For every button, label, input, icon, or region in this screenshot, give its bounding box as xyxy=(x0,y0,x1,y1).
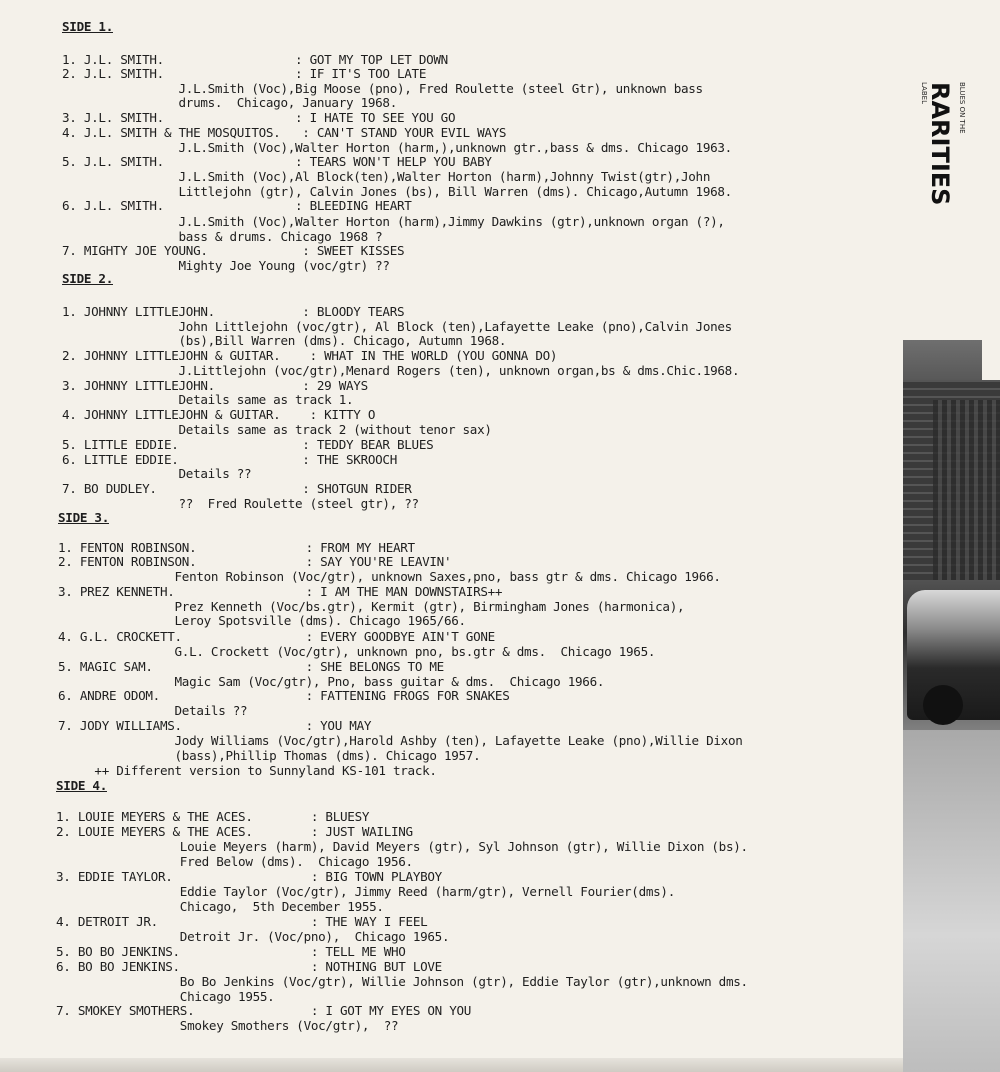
track-line: 6. J.L. SMITH. : BLEEDING HEART xyxy=(62,198,412,213)
track-line: J.L.Smith (Voc),Big Moose (pno), Fred Roulette (steel Gtr), unknown bass xyxy=(62,81,703,96)
track-line: 7. BO DUDLEY. : SHOTGUN RIDER xyxy=(62,481,412,496)
rarities-logo-graphic xyxy=(922,78,968,208)
track-line: Jody Williams (Voc/gtr),Harold Ashby (ten), Lafayette Leake (pno),Willie Dixon xyxy=(58,733,743,748)
track-line: (bass),Phillip Thomas (dms). Chicago 1957. xyxy=(58,748,481,763)
track-line: 5. BO BO JENKINS. : TELL ME WHO xyxy=(56,944,406,959)
track-line: Smokey Smothers (Voc/gtr), ?? xyxy=(56,1018,399,1033)
photo-building-windows xyxy=(933,400,1000,580)
track-line: Fenton Robinson (Voc/gtr), unknown Saxes,pno, bass gtr & dms. Chicago 1966. xyxy=(58,569,721,584)
track-line: Prez Kenneth (Voc/bs.gtr), Kermit (gtr), Birmingham Jones (harmonica), xyxy=(58,599,685,614)
logo-label-text: LABEL xyxy=(920,82,928,104)
track-line: 4. DETROIT JR. : THE WAY I FEEL xyxy=(56,914,428,929)
track-line: 5. J.L. SMITH. : TEARS WON'T HELP YOU BABY xyxy=(62,154,492,169)
track-line: J.L.Smith (Voc),Al Block(ten),Walter Horton (harm),Johnny Twist(gtr),John xyxy=(62,169,711,184)
side-heading: SIDE 2. xyxy=(62,271,113,286)
track-line: 3. JOHNNY LITTLEJOHN. : 29 WAYS xyxy=(62,378,368,393)
track-line: 7. MIGHTY JOE YOUNG. : SWEET KISSES xyxy=(62,243,405,258)
track-line: 1. J.L. SMITH. : GOT MY TOP LET DOWN xyxy=(62,52,448,67)
track-line: 2. FENTON ROBINSON. : SAY YOU'RE LEAVIN' xyxy=(58,554,452,569)
track-line: J.Littlejohn (voc/gtr),Menard Rogers (ten), unknown organ,bs & dms.Chic.1968. xyxy=(62,363,740,378)
track-line: 1. FENTON ROBINSON. : FROM MY HEART xyxy=(58,540,415,555)
track-line: John Littlejohn (voc/gtr), Al Block (ten),Lafayette Leake (pno),Calvin Jones xyxy=(62,319,732,334)
track-line: 6. LITTLE EDDIE. : THE SKROOCH xyxy=(62,452,397,467)
track-line: Littlejohn (gtr), Calvin Jones (bs), Bill Warren (dms). Chicago,Autumn 1968. xyxy=(62,184,732,199)
rarities-logo xyxy=(922,78,968,208)
track-line: Bo Bo Jenkins (Voc/gtr), Willie Johnson (gtr), Eddie Taylor (gtr),unknown dms. xyxy=(56,974,748,989)
track-line: Detroit Jr. (Voc/pno), Chicago 1965. xyxy=(56,929,450,944)
track-line: Fred Below (dms). Chicago 1956. xyxy=(56,854,413,869)
side-heading: SIDE 4. xyxy=(56,778,107,793)
track-line: 6. BO BO JENKINS. : NOTHING BUT LOVE xyxy=(56,959,442,974)
track-line: Chicago, 5th December 1955. xyxy=(56,899,384,914)
track-line: Chicago 1955. xyxy=(56,989,275,1004)
track-line: 5. MAGIC SAM. : SHE BELONGS TO ME xyxy=(58,659,444,674)
track-line: 1. JOHNNY LITTLEJOHN. : BLOODY TEARS xyxy=(62,304,405,319)
logo-top-text: BLUES ON THE xyxy=(958,82,966,134)
track-line: 4. JOHNNY LITTLEJOHN & GUITAR. : KITTY O xyxy=(62,407,376,422)
track-line: G.L. Crockett (Voc/gtr), unknown pno, bs.gtr & dms. Chicago 1965. xyxy=(58,644,656,659)
track-line: 2. JOHNNY LITTLEJOHN & GUITAR. : WHAT IN THE WORLD (YOU GONNA DO) xyxy=(62,348,558,363)
track-line: 2. J.L. SMITH. : IF IT'S TOO LATE xyxy=(62,66,427,81)
track-line: bass & drums. Chicago 1968 ? xyxy=(62,229,383,244)
track-line: Louie Meyers (harm), David Meyers (gtr), Syl Johnson (gtr), Willie Dixon (bs). xyxy=(56,839,748,854)
track-line: J.L.Smith (Voc),Walter Horton (harm,),unknown gtr.,bass & dms. Chicago 1963. xyxy=(62,140,732,155)
track-line: 3. PREZ KENNETH. : I AM THE MAN DOWNSTAIRS++ xyxy=(58,584,503,599)
track-line: 4. G.L. CROCKETT. : EVERY GOODBYE AIN'T GONE xyxy=(58,629,495,644)
track-line: Details same as track 1. xyxy=(62,392,354,407)
track-line: 7. SMOKEY SMOTHERS. : I GOT MY EYES ON YOU xyxy=(56,1003,472,1018)
track-line: 5. LITTLE EDDIE. : TEDDY BEAR BLUES xyxy=(62,437,434,452)
track-line: (bs),Bill Warren (dms). Chicago, Autumn 1968. xyxy=(62,333,507,348)
photo-notch xyxy=(982,340,1000,380)
track-line: 6. ANDRE ODOM. : FATTENING FROGS FOR SNAKES xyxy=(58,688,510,703)
track-line: J.L.Smith (Voc),Walter Horton (harm),Jimmy Dawkins (gtr),unknown organ (?), xyxy=(62,214,725,229)
track-line: 3. J.L. SMITH. : I HATE TO SEE YOU GO xyxy=(62,110,456,125)
cover-photo-strip xyxy=(903,340,1000,1072)
track-line: ++ Different version to Sunnyland KS-101 track. xyxy=(58,763,437,778)
track-line: Magic Sam (Voc/gtr), Pno, bass guitar & dms. Chicago 1966. xyxy=(58,674,605,689)
track-line: Details ?? xyxy=(62,466,252,481)
track-line: Leroy Spotsville (dms). Chicago 1965/66. xyxy=(58,613,466,628)
track-line: drums. Chicago, January 1968. xyxy=(62,95,397,110)
track-line: Eddie Taylor (Voc/gtr), Jimmy Reed (harm/gtr), Vernell Fourier(dms). xyxy=(56,884,675,899)
side-heading: SIDE 3. xyxy=(58,510,109,525)
track-line: 4. J.L. SMITH & THE MOSQUITOS. : CAN'T STAND YOUR EVIL WAYS xyxy=(62,125,507,140)
side-heading: SIDE 1. xyxy=(62,19,113,34)
photo-car-wheel xyxy=(923,685,963,725)
bottom-edge xyxy=(0,1058,903,1072)
photo-street xyxy=(903,730,1000,1072)
track-line: 3. EDDIE TAYLOR. : BIG TOWN PLAYBOY xyxy=(56,869,442,884)
track-line: 7. JODY WILLIAMS. : YOU MAY xyxy=(58,718,372,733)
track-line: Mighty Joe Young (voc/gtr) ?? xyxy=(62,258,390,273)
logo-word: RARITIES xyxy=(926,82,954,206)
track-line: ?? Fred Roulette (steel gtr), ?? xyxy=(62,496,419,511)
track-line: Details ?? xyxy=(58,703,248,718)
track-line: 2. LOUIE MEYERS & THE ACES. : JUST WAILING xyxy=(56,824,413,839)
track-line: Details same as track 2 (without tenor sax) xyxy=(62,422,492,437)
track-line: 1. LOUIE MEYERS & THE ACES. : BLUESY xyxy=(56,809,370,824)
